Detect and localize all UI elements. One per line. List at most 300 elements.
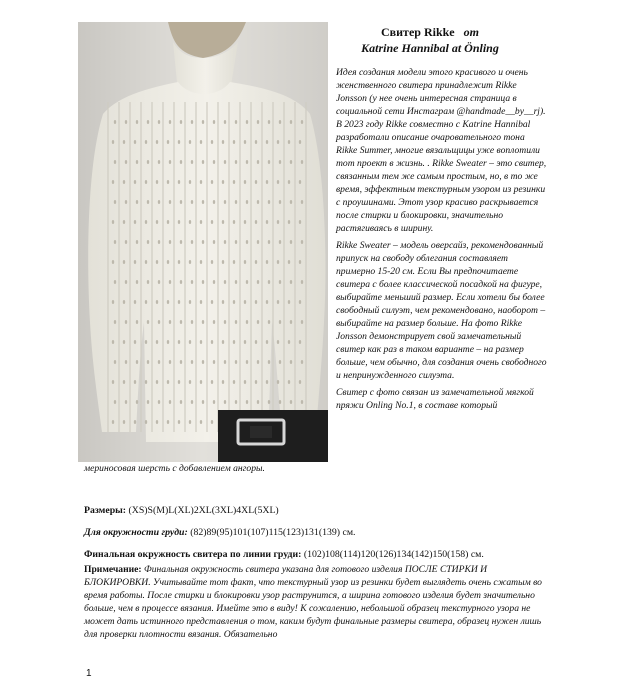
knit-eyelet — [301, 200, 303, 204]
knit-eyelet — [288, 300, 290, 304]
knit-eyelet — [266, 180, 268, 184]
chest-row — [84, 526, 554, 539]
knit-eyelet — [145, 220, 147, 224]
knit-eyelet — [191, 360, 193, 364]
knit-eyelet — [277, 300, 279, 304]
knit-eyelet — [257, 240, 259, 244]
knit-eyelet — [233, 140, 235, 144]
knit-eyelet — [136, 360, 138, 364]
knit-eyelet — [200, 420, 202, 424]
knit-eyelet — [145, 260, 147, 264]
knit-eyelet — [279, 280, 281, 284]
knit-eyelet — [246, 360, 248, 364]
knit-eyelet — [114, 160, 116, 164]
knit-eyelet — [211, 340, 213, 344]
knit-eyelet — [213, 360, 215, 364]
intro-paragraph-2: Rikke Sweater – модель оверсайз, рекомендованный припуск на свободу облегания составляет примерно 15-20 см. Если Вы предпочитаете свитера с более классической посадкой на фигуре, выбирайте меньший размер. Если хотели бы более свободный силуэт, чем рекомендовано, наоборот – выбирайте на размер больше. На фото Rikke Jonsson демонстрирует свой замечательный свитер как раз в таком варианте – на размер больше, чем обычно, для создания очень свободного и непринужденного силуэта. — [336, 240, 547, 381]
knit-eyelet — [158, 120, 160, 124]
knit-eyelet — [114, 320, 116, 324]
knit-eyelet — [191, 160, 193, 164]
knit-eyelet — [158, 400, 160, 404]
knit-eyelet — [222, 380, 224, 384]
knit-eyelet — [134, 180, 136, 184]
knit-eyelet — [224, 400, 226, 404]
knit-eyelet — [134, 260, 136, 264]
knit-eyelet — [224, 120, 226, 124]
intro-text — [336, 66, 548, 416]
knit-eyelet — [299, 140, 301, 144]
knit-eyelet — [191, 200, 193, 204]
knit-eyelet — [246, 240, 248, 244]
knit-eyelet — [288, 180, 290, 184]
knit-eyelet — [145, 380, 147, 384]
knit-eyelet — [156, 180, 158, 184]
knit-eyelet — [299, 340, 301, 344]
knit-eyelet — [255, 260, 257, 264]
knit-eyelet — [288, 220, 290, 224]
knit-eyelet — [180, 200, 182, 204]
knit-eyelet — [211, 260, 213, 264]
knit-eyelet — [178, 340, 180, 344]
knit-eyelet — [169, 400, 171, 404]
knit-eyelet — [169, 120, 171, 124]
knit-eyelet — [255, 220, 257, 224]
knit-eyelet — [301, 360, 303, 364]
knit-eyelet — [158, 160, 160, 164]
knit-eyelet — [202, 160, 204, 164]
knit-eyelet — [112, 300, 114, 304]
knit-eyelet — [213, 320, 215, 324]
knit-eyelet — [169, 240, 171, 244]
knit-eyelet — [169, 360, 171, 364]
knit-eyelet — [244, 300, 246, 304]
knit-eyelet — [233, 380, 235, 384]
knit-eyelet — [167, 380, 169, 384]
knit-eyelet — [145, 420, 147, 424]
knit-eyelet — [246, 320, 248, 324]
knit-eyelet — [299, 300, 301, 304]
knit-eyelet — [167, 180, 169, 184]
knit-eyelet — [125, 200, 127, 204]
knit-eyelet — [279, 240, 281, 244]
knit-eyelet — [167, 300, 169, 304]
knit-eyelet — [167, 140, 169, 144]
knit-eyelet — [266, 140, 268, 144]
knit-eyelet — [301, 320, 303, 324]
knit-eyelet — [136, 280, 138, 284]
knit-eyelet — [178, 420, 180, 424]
knit-eyelet — [213, 240, 215, 244]
knit-eyelet — [224, 240, 226, 244]
knit-eyelet — [147, 280, 149, 284]
knit-eyelet — [178, 180, 180, 184]
knit-eyelet — [125, 160, 127, 164]
knit-eyelet — [235, 120, 237, 124]
knit-eyelet — [147, 360, 149, 364]
final-label: Финальная окружность свитера по линии груди: — [84, 549, 302, 560]
note-text: Финальная окружность свитера указана для готового изделия ПОСЛЕ СТИРКИ И БЛОКИРОВКИ. Учитывайте тот факт, что текстурный узор из резинки будет выглядеть очень сжатым во время работы. После стирки и блокировки узор раструнится, а ширина готового изделия будет значительно больше, чем в процессе вязания. Имейте это в виду! К сожалению, небольшой образец текстурного узора не может дать истинного представления о том, каким будут финальные размеры свитера, образец нужен лишь для проверки плотности вязания. Обязательно — [84, 564, 542, 640]
knit-eyelet — [189, 340, 191, 344]
intro-paragraph-3: Свитер с фото связан из замечательной мягкой пряжи Onling No.1, в составе который — [336, 387, 534, 411]
knit-eyelet — [222, 340, 224, 344]
knit-eyelet — [279, 320, 281, 324]
knit-eyelet — [134, 340, 136, 344]
knit-eyelet — [112, 380, 114, 384]
knit-eyelet — [279, 400, 281, 404]
knit-eyelet — [290, 360, 292, 364]
knit-eyelet — [123, 340, 125, 344]
note-paragraph — [84, 563, 554, 641]
knit-eyelet — [178, 140, 180, 144]
knit-eyelet — [134, 380, 136, 384]
knit-eyelet — [290, 160, 292, 164]
knit-eyelet — [299, 220, 301, 224]
note-label: Примечание: — [84, 564, 142, 575]
knit-eyelet — [277, 180, 279, 184]
knit-eyelet — [211, 220, 213, 224]
knit-eyelet — [257, 280, 259, 284]
knit-eyelet — [266, 300, 268, 304]
knit-eyelet — [277, 140, 279, 144]
knit-eyelet — [200, 300, 202, 304]
knit-eyelet — [288, 140, 290, 144]
knit-eyelet — [156, 140, 158, 144]
knit-eyelet — [169, 200, 171, 204]
knit-eyelet — [299, 260, 301, 264]
knit-eyelet — [189, 260, 191, 264]
knit-eyelet — [136, 200, 138, 204]
knit-eyelet — [235, 280, 237, 284]
knit-eyelet — [123, 300, 125, 304]
knit-eyelet — [233, 300, 235, 304]
knit-eyelet — [125, 400, 127, 404]
knit-eyelet — [191, 240, 193, 244]
knit-eyelet — [268, 160, 270, 164]
knit-eyelet — [158, 320, 160, 324]
knit-eyelet — [288, 340, 290, 344]
knit-eyelet — [244, 180, 246, 184]
knit-eyelet — [277, 260, 279, 264]
knit-eyelet — [268, 320, 270, 324]
knit-eyelet — [189, 380, 191, 384]
knit-eyelet — [290, 120, 292, 124]
knit-eyelet — [244, 220, 246, 224]
knit-eyelet — [257, 400, 259, 404]
knit-eyelet — [246, 160, 248, 164]
knit-eyelet — [266, 220, 268, 224]
knit-eyelet — [301, 280, 303, 284]
knit-eyelet — [134, 300, 136, 304]
knit-eyelet — [178, 260, 180, 264]
knit-eyelet — [301, 120, 303, 124]
knit-eyelet — [125, 240, 127, 244]
knit-eyelet — [147, 400, 149, 404]
knit-eyelet — [147, 320, 149, 324]
page-number: 1 — [86, 668, 92, 679]
title-by: от — [463, 25, 479, 39]
knit-eyelet — [200, 260, 202, 264]
knit-eyelet — [202, 320, 204, 324]
knit-eyelet — [299, 180, 301, 184]
knit-eyelet — [112, 220, 114, 224]
knit-eyelet — [233, 260, 235, 264]
knit-eyelet — [213, 200, 215, 204]
knit-eyelet — [191, 400, 193, 404]
knit-eyelet — [191, 320, 193, 324]
knit-eyelet — [224, 280, 226, 284]
knit-eyelet — [180, 400, 182, 404]
knit-eyelet — [244, 340, 246, 344]
knit-eyelet — [114, 360, 116, 364]
knit-eyelet — [200, 380, 202, 384]
knit-eyelet — [123, 220, 125, 224]
knit-eyelet — [255, 380, 257, 384]
knit-eyelet — [200, 180, 202, 184]
knit-eyelet — [213, 280, 215, 284]
knit-eyelet — [288, 380, 290, 384]
knit-eyelet — [147, 160, 149, 164]
knit-eyelet — [123, 260, 125, 264]
knit-eyelet — [156, 340, 158, 344]
knit-eyelet — [125, 320, 127, 324]
knit-eyelet — [301, 400, 303, 404]
title-line1: Свитер Rikke — [381, 25, 455, 39]
knit-eyelet — [112, 420, 114, 424]
knit-eyelet — [246, 120, 248, 124]
knit-eyelet — [145, 180, 147, 184]
knit-eyelet — [169, 320, 171, 324]
knit-eyelet — [180, 240, 182, 244]
knit-eyelet — [200, 340, 202, 344]
knit-eyelet — [167, 340, 169, 344]
knit-eyelet — [224, 320, 226, 324]
knit-eyelet — [134, 140, 136, 144]
knit-eyelet — [279, 120, 281, 124]
knit-eyelet — [235, 360, 237, 364]
knit-eyelet — [246, 280, 248, 284]
knit-eyelet — [125, 280, 127, 284]
sizes-value: (XS)S(M)L(XL)2XL(3XL)4XL(5XL) — [126, 505, 279, 516]
knit-eyelet — [255, 300, 257, 304]
knit-eyelet — [167, 220, 169, 224]
knit-eyelet — [233, 340, 235, 344]
knit-eyelet — [301, 240, 303, 244]
knit-eyelet — [147, 200, 149, 204]
knit-eyelet — [224, 160, 226, 164]
knit-eyelet — [145, 340, 147, 344]
knit-eyelet — [277, 380, 279, 384]
knit-eyelet — [180, 320, 182, 324]
knit-eyelet — [169, 160, 171, 164]
knit-eyelet — [246, 200, 248, 204]
specs-section — [84, 504, 554, 570]
knit-eyelet — [178, 380, 180, 384]
knit-eyelet — [123, 380, 125, 384]
chest-label: Для окружности груди: — [84, 527, 188, 538]
knit-eyelet — [255, 180, 257, 184]
knit-eyelet — [268, 120, 270, 124]
knit-eyelet — [224, 200, 226, 204]
knit-eyelet — [211, 380, 213, 384]
knit-eyelet — [114, 400, 116, 404]
knit-eyelet — [180, 280, 182, 284]
knit-eyelet — [288, 260, 290, 264]
knit-eyelet — [125, 360, 127, 364]
knit-eyelet — [200, 220, 202, 224]
knit-eyelet — [244, 140, 246, 144]
knit-eyelet — [202, 400, 204, 404]
knit-eyelet — [202, 200, 204, 204]
knit-eyelet — [279, 160, 281, 164]
knit-eyelet — [266, 340, 268, 344]
knit-eyelet — [158, 200, 160, 204]
sizes-label: Размеры: — [84, 505, 127, 516]
knit-eyelet — [114, 200, 116, 204]
knit-eyelet — [224, 360, 226, 364]
sweater-photo — [78, 22, 328, 462]
knit-eyelet — [301, 160, 303, 164]
knit-eyelet — [255, 340, 257, 344]
knit-eyelet — [213, 120, 215, 124]
knit-eyelet — [114, 240, 116, 244]
knit-eyelet — [136, 160, 138, 164]
knit-eyelet — [114, 280, 116, 284]
knit-eyelet — [235, 400, 237, 404]
knit-eyelet — [246, 400, 248, 404]
knit-eyelet — [213, 400, 215, 404]
knit-eyelet — [156, 260, 158, 264]
knit-eyelet — [125, 120, 127, 124]
knit-eyelet — [167, 260, 169, 264]
intro-paragraph-3-continued: мериносовая шерсть с добавлением ангоры. — [84, 463, 265, 474]
knit-eyelet — [279, 200, 281, 204]
knit-eyelet — [255, 140, 257, 144]
chest-value: (82)89(95)101(107)115(123)131(139) см. — [187, 527, 356, 538]
knit-eyelet — [235, 320, 237, 324]
knit-eyelet — [114, 120, 116, 124]
knit-eyelet — [189, 140, 191, 144]
knit-eyelet — [156, 300, 158, 304]
knit-eyelet — [244, 260, 246, 264]
knit-eyelet — [233, 180, 235, 184]
knit-eyelet — [235, 200, 237, 204]
knit-eyelet — [222, 300, 224, 304]
knit-eyelet — [156, 220, 158, 224]
knit-eyelet — [257, 120, 259, 124]
knit-eyelet — [277, 220, 279, 224]
document-title — [340, 24, 520, 56]
intro-paragraph-1: Идея создания модели этого красивого и очень женственного свитера принадлежит Rikke Jonsson (у нее очень интересная страница в социальной сети Инстаграм @handmade__by__rj). В 2023 году Rikke совместно с Katrine Hannibal разработали описание очаровательного тона Rikke Summer, многие вязальщицы уже воплотили тот проект в жизнь. . Rikke Sweater – это свитер, связанным тем же самым простым, но, в то же время, эффектным текстурным узором из резинки с проушинами. Этот узор красиво раскрывается после стирки и блокировки, значительно растягиваясь в ширину. — [336, 67, 547, 234]
knit-eyelet — [290, 280, 292, 284]
knit-eyelet — [158, 280, 160, 284]
knit-eyelet — [268, 360, 270, 364]
knit-eyelet — [211, 180, 213, 184]
knit-eyelet — [266, 260, 268, 264]
knit-eyelet — [180, 120, 182, 124]
knit-eyelet — [191, 280, 193, 284]
knit-eyelet — [222, 260, 224, 264]
knit-eyelet — [257, 200, 259, 204]
knit-eyelet — [134, 420, 136, 424]
knit-eyelet — [268, 280, 270, 284]
knit-eyelet — [279, 360, 281, 364]
knit-eyelet — [290, 320, 292, 324]
knit-eyelet — [178, 220, 180, 224]
knit-eyelet — [158, 240, 160, 244]
knit-eyelet — [202, 280, 204, 284]
knit-eyelet — [211, 140, 213, 144]
knit-eyelet — [200, 140, 202, 144]
knit-eyelet — [189, 180, 191, 184]
knit-eyelet — [233, 220, 235, 224]
knit-eyelet — [211, 420, 213, 424]
knit-eyelet — [169, 280, 171, 284]
knit-eyelet — [257, 360, 259, 364]
knit-eyelet — [136, 320, 138, 324]
knit-eyelet — [136, 120, 138, 124]
knit-eyelet — [147, 120, 149, 124]
knit-eyelet — [156, 380, 158, 384]
knit-eyelet — [257, 320, 259, 324]
knit-eyelet — [268, 400, 270, 404]
knit-eyelet — [112, 260, 114, 264]
knit-eyelet — [266, 380, 268, 384]
knit-eyelet — [290, 240, 292, 244]
knit-eyelet — [178, 300, 180, 304]
knit-eyelet — [290, 400, 292, 404]
knit-eyelet — [145, 140, 147, 144]
knit-eyelet — [134, 220, 136, 224]
knit-eyelet — [156, 420, 158, 424]
final-value: (102)108(114)120(126)134(142)150(158) см. — [301, 549, 484, 560]
knit-eyelet — [112, 140, 114, 144]
knit-eyelet — [123, 420, 125, 424]
knit-eyelet — [299, 380, 301, 384]
knit-eyelet — [180, 360, 182, 364]
knit-eyelet — [290, 200, 292, 204]
knit-eyelet — [189, 220, 191, 224]
knit-eyelet — [202, 120, 204, 124]
knit-eyelet — [136, 240, 138, 244]
knit-eyelet — [222, 220, 224, 224]
sweater-photo-illustration — [78, 22, 328, 462]
knit-eyelet — [136, 400, 138, 404]
knit-eyelet — [235, 160, 237, 164]
knit-eyelet — [180, 160, 182, 164]
sizes-row — [84, 504, 554, 517]
knit-eyelet — [167, 420, 169, 424]
knit-eyelet — [147, 240, 149, 244]
knit-eyelet — [277, 340, 279, 344]
knit-eyelet — [268, 240, 270, 244]
knit-eyelet — [123, 140, 125, 144]
knit-eyelet — [235, 240, 237, 244]
knit-eyelet — [189, 300, 191, 304]
knit-eyelet — [112, 340, 114, 344]
knit-eyelet — [222, 180, 224, 184]
knit-eyelet — [189, 420, 191, 424]
title-line2: Katrine Hannibal at Önling — [361, 41, 499, 55]
knit-eyelet — [244, 380, 246, 384]
knit-eyelet — [268, 200, 270, 204]
knit-eyelet — [123, 180, 125, 184]
knit-eyelet — [112, 180, 114, 184]
knit-eyelet — [213, 160, 215, 164]
final-row — [84, 548, 554, 561]
knit-eyelet — [158, 360, 160, 364]
knit-eyelet — [211, 300, 213, 304]
knit-eyelet — [191, 120, 193, 124]
